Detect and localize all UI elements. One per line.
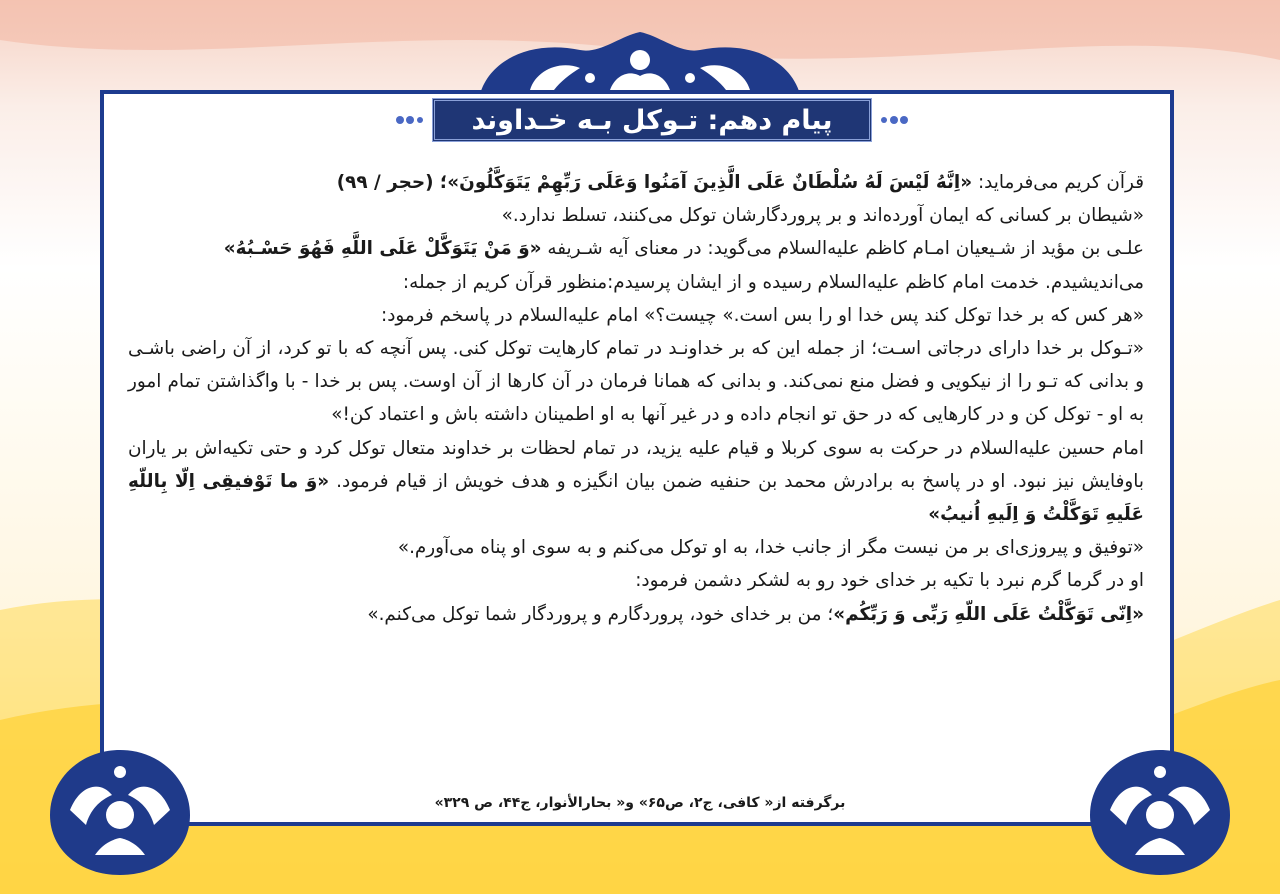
arabic-quote: «وَ ما تَوْفیقِی اِلّا بِاللّهِ عَلَیهِ تَوَکَّلْتُ وَ اِلَیهِ اُنیبُ» xyxy=(128,470,1144,526)
paragraph: «تـوکل بر خدا دارای درجاتی اسـت؛ از جمله این که بر خداونـد در تمام کارهایت توکل کنی. پس آنچه که با تو کرد، از آن راضی باشـی و بدانی که تـو را از نیکویی و فضل منع نمی‌کند. و بدانی که همانا فرمان در آن کارها از آن اوست. پس بر خدا - با واگذاشتن تمام امور به او - توکل کن و در کارهایی که در حق تو انجام داده و در غیر آنها به او اطمینان داشته باش و اعتماد کن!» xyxy=(128,338,1144,426)
source-citation: برگرفته از« کافی، ج۲، ص۶۵» و« بحارالأنوار، ج۴۴، ص ۳۲۹» xyxy=(434,795,846,811)
arabic-quote: «اِنَّهُ لَیْسَ لَهُ سُلْطَانٌ عَلَی الَّذِینَ آمَنُوا وَعَلَی رَبِّهِمْ یَتَوَکَّلُونَ»؛ (حجر / ۹۹) xyxy=(336,172,973,193)
paragraph: او در گرما گرم نبرد با تکیه بر خدای خود رو به لشکر دشمن فرمود: xyxy=(635,570,1144,592)
body-text xyxy=(128,166,1144,631)
paragraph: «توفیق و پیروزی‌ای بر من نیست مگر از جانب خدا، به او توکل می‌کنم و به سوی او پناه می‌آورم.» xyxy=(397,537,1144,559)
arabic-quote: «اِنّی تَوَکَّلْتُ عَلَی اللّهِ رَبِّی وَ رَبِّکُم» xyxy=(833,603,1144,625)
paragraph: قرآن کریم می‌فرماید: «اِنَّهُ لَیْسَ لَهُ سُلْطَانٌ عَلَی الَّذِینَ آمَنُوا وَعَلَی رَبِّهِمْ یَتَوَکَّلُونَ»؛ (حجر / ۹۹) xyxy=(336,172,1144,193)
top-ornament xyxy=(470,30,810,94)
paragraph: علـی بن مؤید از شـیعیان امـام کاظم علیه‌السلام می‌گوید: در معنای آیه شـریفه «وَ مَنْ یَتَوَکَّلْ عَلَی اللَّهِ فَهُوَ حَسْـبُهُ» xyxy=(223,238,1144,260)
title-banner xyxy=(392,96,912,148)
title-box xyxy=(432,98,872,142)
arabic-quote: «وَ مَنْ یَتَوَکَّلْ عَلَی اللَّهِ فَهُوَ حَسْـبُهُ» xyxy=(223,238,542,260)
left-flourish-icon xyxy=(394,110,428,130)
paragraph: امام حسین علیه‌السلام در حرکت به سوی کربلا و قیام علیه یزید، در تمام لحظات بر خداوند متعال توکل کرد و حتی تکیه‌اش بر یاران باوفایش نیز نبود. او در پاسخ به برادرش محمد بن حنفیه ضمن بیان انگیزه و هدف خویش از قیام فرمود. «وَ ما تَوْفیقِی اِلّا بِاللّهِ عَلَیهِ تَوَکَّلْتُ وَ اِلَیهِ اُنیبُ» xyxy=(128,437,1145,526)
page-title: پیام دهم: تـوکل بـه خـداوند xyxy=(471,104,833,136)
paragraph: «هر کس که بر خدا توکل کند پس خدا او را بس است.» چیست؟» امام علیه‌السلام در پاسخم فرمود: xyxy=(381,304,1144,326)
paragraph: «شیطان بر کسانی که ایمان آورده‌اند و بر پروردگارشان توکل می‌کنند، تسلط ندارد.» xyxy=(501,205,1144,227)
right-flourish-icon xyxy=(876,110,910,130)
paragraph: «اِنّی تَوَکَّلْتُ عَلَی اللّهِ رَبِّی وَ رَبِّکُم»؛ من بر خدای خود، پروردگارم و پروردگار شما توکل می‌کنم.» xyxy=(367,603,1144,625)
paragraph: می‌اندیشیدم. خدمت امام کاظم علیه‌السلام رسیده و از ایشان پرسیدم:منظور قرآن کریم از جمله: xyxy=(402,271,1144,293)
